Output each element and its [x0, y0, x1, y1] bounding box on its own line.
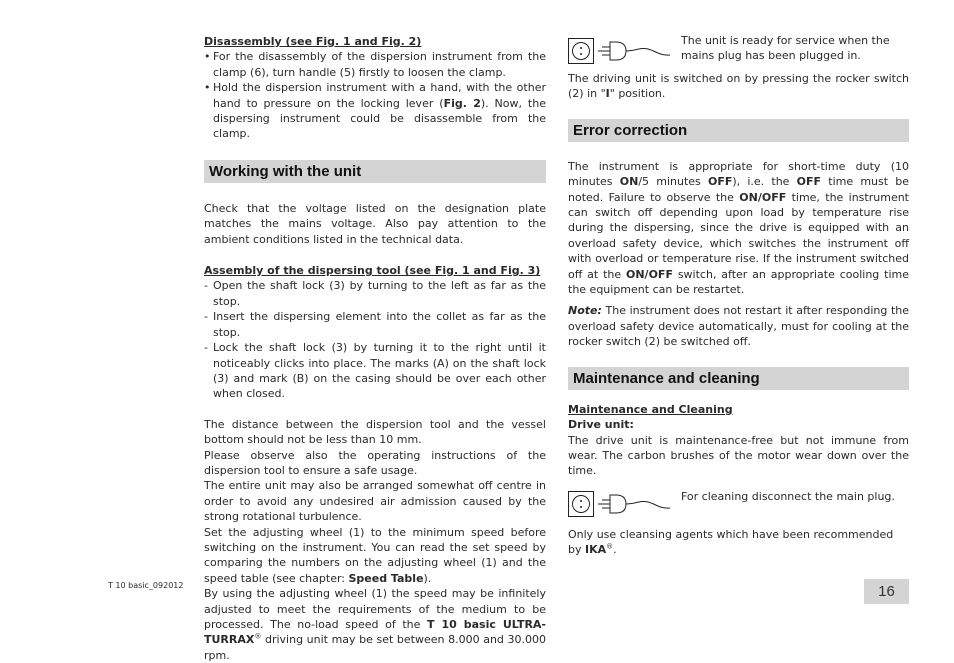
figure-ref: Fig. 2 — [443, 96, 481, 110]
right-column — [568, 30, 909, 558]
list-item-text: For the disassembly of the dispersion instrument from the clamp (6), turn handle (5) firstly to loosen the clamp. — [213, 50, 546, 79]
list-item-text: Lock the shaft lock (3) by turning it to the right until it noticeably clicks into place. The marks (A) on the shaft lock (3) and mark (B) on the casing should be over each other when closed. — [213, 341, 546, 401]
plug-icon — [596, 491, 672, 517]
plug-notice-2 — [568, 484, 909, 524]
text-span: The driving unit is switched on by pressing the rocker switch (2) in " — [568, 72, 909, 101]
distance-paragraph: The distance between the dispersion tool and the vessel bottom should not be less than 10 mm. — [204, 417, 546, 447]
speed-table-ref: Speed Table — [348, 571, 424, 585]
assembly-list — [204, 278, 546, 401]
text-span: Set the adjusting wheel (1) to the minimum speed before switching on the instrument. You can read the set speed by comparing the numbers on the adjusting wheel (1) and the speed table (see chapter: — [204, 525, 546, 585]
offcentre-paragraph: The entire unit may also be arranged somewhat off centre in order to avoid any undesired air admission caused by the strong rotational turbulence. — [204, 479, 546, 524]
drive-unit-heading: Drive unit: — [568, 418, 634, 432]
note-paragraph — [568, 303, 909, 349]
agents-paragraph: Only use cleansing agents which have been recommended by IKA®. — [568, 527, 894, 557]
socket-icon — [568, 38, 594, 64]
observe-paragraph: Please observe also the operating instructions of the dispersion tool to ensure a safe usage. — [204, 448, 546, 477]
dash-mark: - — [204, 310, 208, 324]
maintenance-heading: Maintenance and Cleaning — [568, 402, 733, 416]
text-span: By using the adjusting wheel (1) the speed may be infinitely adjusted to meet the requirements of the medium to be processed. The no-load speed of the — [204, 587, 546, 631]
clean-note: For cleaning disconnect the main plug. — [681, 489, 895, 503]
switch-position: I — [605, 87, 610, 101]
adjust-paragraph — [204, 525, 546, 587]
dash-mark: - — [204, 279, 208, 293]
section-working-title: Working with the unit — [204, 160, 546, 183]
list-item-text: Open the shaft lock (3) by turning to the left as far as the stop. — [213, 279, 546, 308]
plug-icon — [596, 38, 672, 64]
registered-mark: ® — [254, 632, 262, 641]
bullet-mark: • — [204, 81, 211, 95]
assembly-heading: Assembly of the dispersing tool (see Fig. 1 and Fig. 3) — [204, 264, 541, 278]
text-span: The instrument does not restart it after responding the overload safety device automatically, must for cooling at the rocker switch (2) be switched off. — [568, 304, 909, 349]
left-column — [204, 30, 546, 663]
error-paragraph: The instrument is appropriate for short-time duty (10 minutes ON/5 minutes OFF), i.e. the OFF time must be noted. Failure to observe the ON/OFF time, the instrument can switch off depending upon load by temperature rise during the dispersing, since the drive is equipped with an overload safety device, which switches the instrument off with overload or temperature rise. If the instrument switched off at the ON/OFF switch, after an appropriate cooling time the equipment can be restartet. — [568, 159, 910, 297]
section-error-title: Error correction — [568, 119, 909, 142]
list-item — [204, 278, 546, 309]
speed-paragraph — [204, 586, 546, 663]
list-item-text: Hold the dispersion instrument with a hand, with the other hand to pressure on the locking lever ( — [213, 81, 546, 110]
note-label: Note: — [568, 304, 602, 318]
list-item — [204, 309, 546, 340]
dash-mark: - — [204, 341, 208, 355]
list-item — [204, 49, 546, 80]
disassembly-list — [204, 49, 546, 141]
list-item — [204, 340, 546, 402]
plug-ready-note: The unit is ready for service when the mains plug has been plugged in. — [681, 34, 890, 63]
list-item-text: Insert the dispersing element into the collet as far as the stop. — [213, 310, 546, 339]
text-span: ). — [423, 571, 432, 585]
list-item-text: ). Now, the dispersing instrument could be disassemble from the clamp. — [213, 96, 546, 141]
rocker-paragraph — [568, 71, 909, 102]
list-item — [204, 80, 546, 142]
drive-paragraph: The drive unit is maintenance-free but not immune from wear. The carbon brushes of the motor wear down over the time. — [568, 433, 909, 478]
disassembly-heading: Disassembly (see Fig. 1 and Fig. 2) — [204, 35, 422, 48]
voltage-paragraph: Check that the voltage listed on the designation plate matches the mains voltage. Also pay attention to the ambient conditions listed in the technical data. — [204, 201, 546, 246]
document-code: T 10 basic_092012 — [108, 581, 184, 590]
bullet-mark: • — [204, 50, 211, 64]
product-name: T 10 basic ULTRA-TURRAX — [204, 618, 546, 647]
text-span: " position. — [609, 87, 666, 101]
brand-name: IKA — [585, 543, 607, 557]
plug-notice-1 — [568, 30, 909, 70]
socket-icon — [568, 491, 594, 517]
text-span: driving unit may be set between 8.000 and 30.000 rpm. — [204, 633, 546, 662]
page-number: 16 — [864, 579, 909, 604]
section-maintenance-title: Maintenance and cleaning — [568, 367, 909, 390]
